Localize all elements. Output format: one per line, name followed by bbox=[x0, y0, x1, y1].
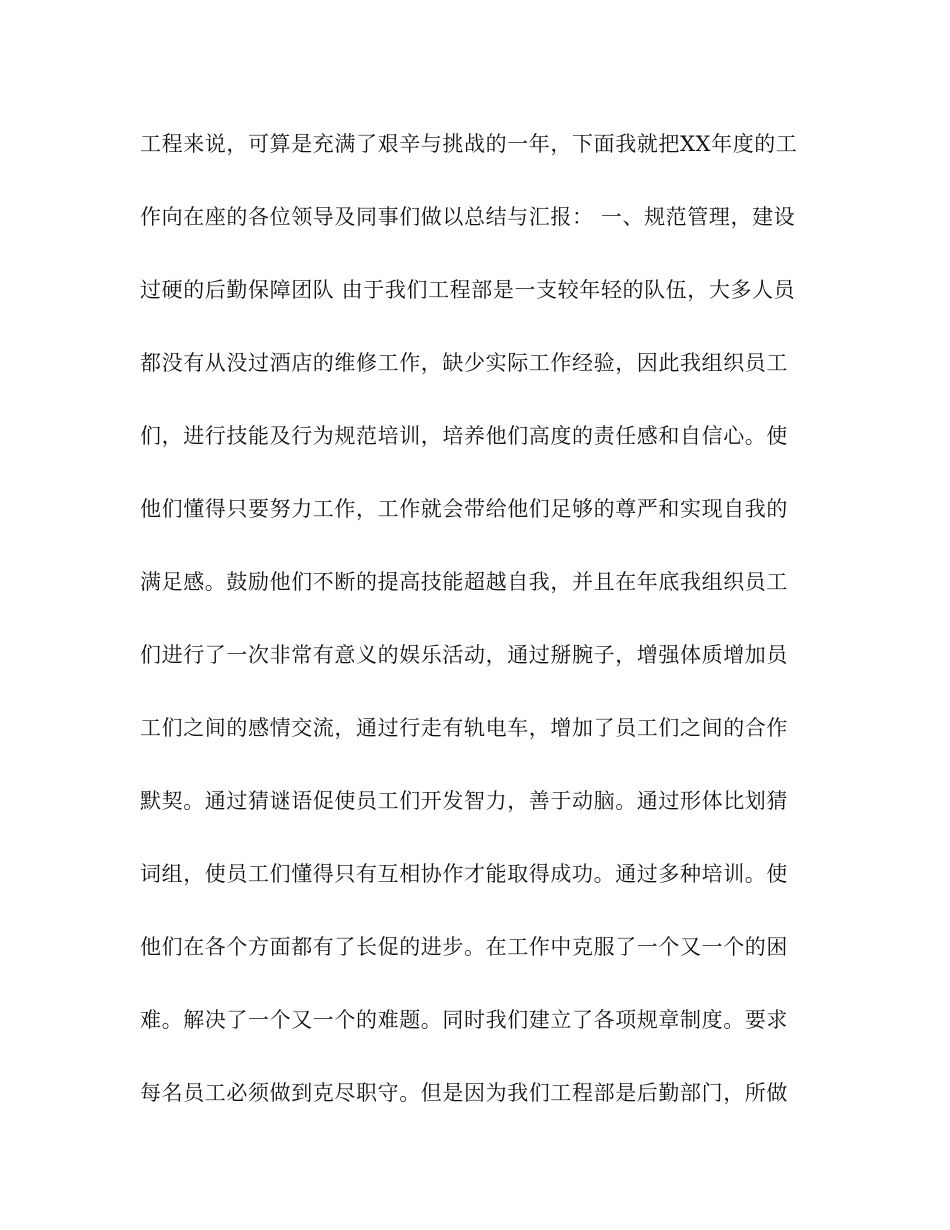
text-line: 默契。通过猜谜语促使员工们开发智力，善于动脑。通过形体比划猜 bbox=[140, 789, 788, 813]
text-line: 满足感。鼓励他们不断的提高技能超越自我，并且在年底我组织员工 bbox=[140, 570, 788, 594]
body-text bbox=[140, 124, 810, 1146]
text-line: 他们在各个方面都有了长促的进步。在工作中克服了一个又一个的困 bbox=[140, 935, 788, 959]
text-line: 作向在座的各位领导及同事们做以总结与汇报： 一、规范管理，建设 bbox=[140, 205, 796, 229]
text-line: 每名员工必须做到克尽职守。但是因为我们工程部是后勤部门，所做 bbox=[140, 1081, 788, 1105]
text-line: 过硬的后勤保障团队 由于我们工程部是一支较年轻的队伍，大多人员 bbox=[140, 278, 796, 302]
text-line: 工们之间的感情交流，通过行走有轨电车，增加了员工们之间的合作 bbox=[140, 716, 788, 740]
text-line: 词组，使员工们懂得只有互相协作才能取得成功。通过多种培训。使 bbox=[140, 862, 788, 886]
text-line: 都没有从没过酒店的维修工作，缺少实际工作经验，因此我组织员工 bbox=[140, 351, 788, 375]
text-line: 们，进行技能及行为规范培训，培养他们高度的责任感和自信心。使 bbox=[140, 424, 788, 448]
text-line: 他们懂得只要努力工作，工作就会带给他们足够的尊严和实现自我的 bbox=[140, 497, 788, 521]
text-line: 们进行了一次非常有意义的娱乐活动，通过掰腕子，增强体质增加员 bbox=[140, 643, 788, 667]
text-line: 工程来说，可算是充满了艰辛与挑战的一年，下面我就把XX年度的工 bbox=[140, 132, 798, 156]
text-line: 难。解决了一个又一个的难题。同时我们建立了各项规章制度。要求 bbox=[140, 1008, 788, 1032]
